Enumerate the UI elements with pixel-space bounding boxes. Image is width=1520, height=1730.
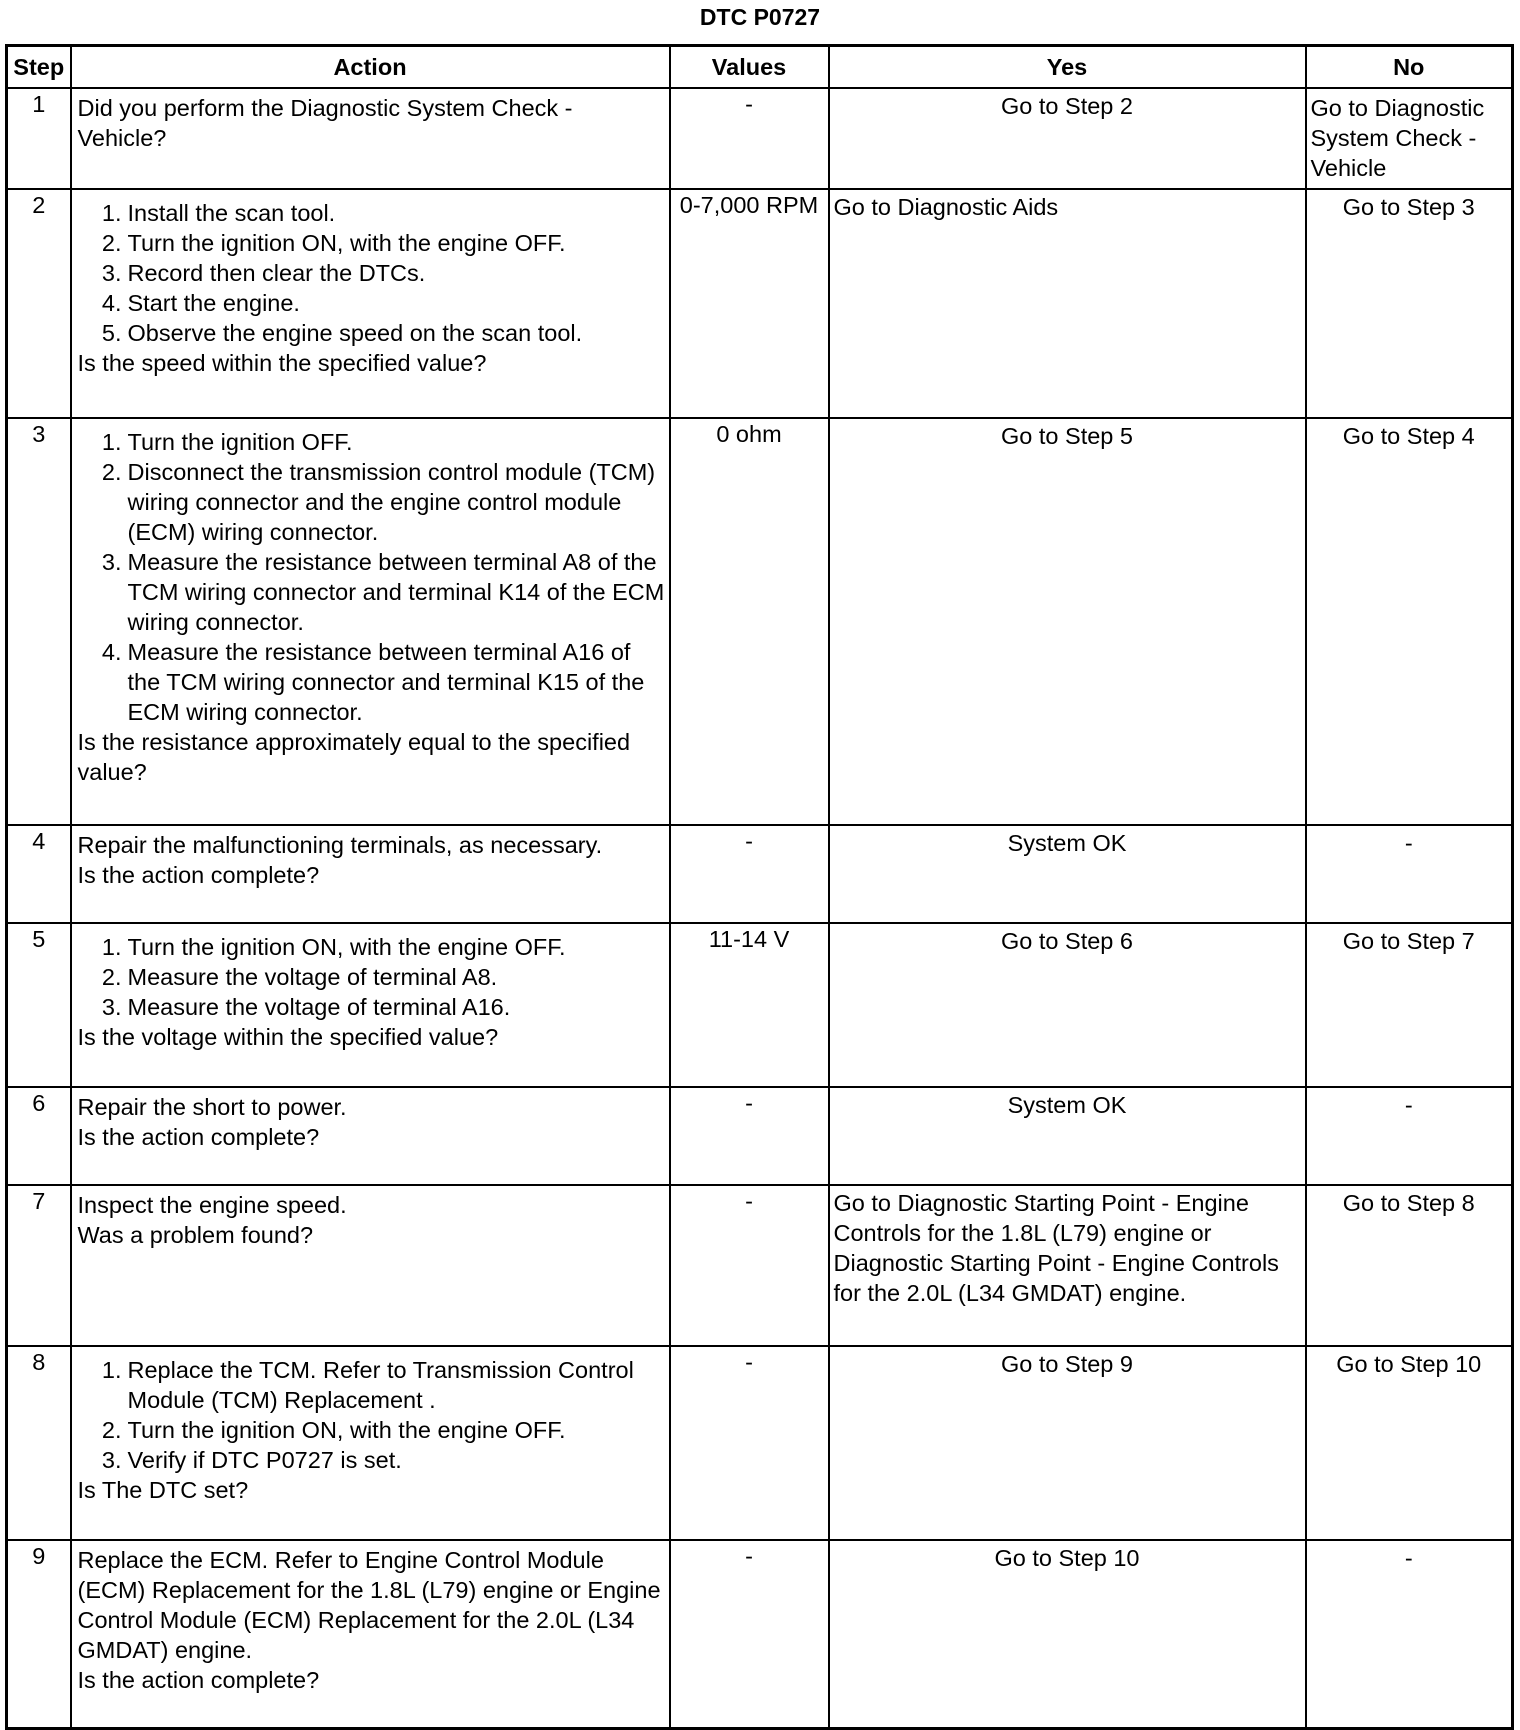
value-cell: - — [670, 1185, 829, 1346]
step-number: 6 — [7, 1087, 71, 1185]
table-row — [7, 418, 1513, 825]
header-step: Step — [7, 46, 71, 89]
action-question: Is the action complete? — [77, 862, 320, 888]
list-item: 2. Turn the ignition ON, with the engine OFF. — [101, 230, 566, 256]
value-cell: 0 ohm — [670, 418, 829, 825]
step-number: 9 — [7, 1540, 71, 1728]
step-number: 8 — [7, 1346, 71, 1540]
value-cell: - — [670, 1346, 829, 1540]
header-values: Values — [670, 46, 829, 89]
value-cell: - — [670, 1087, 829, 1185]
yes-cell: Go to Step 9 — [829, 1346, 1306, 1540]
action-question: Is the action complete? — [77, 1667, 320, 1693]
step-number: 2 — [7, 189, 71, 418]
table-row — [7, 1346, 1513, 1540]
step-number: 1 — [7, 88, 71, 189]
table-row — [7, 923, 1513, 1087]
step-number: 4 — [7, 825, 71, 923]
page-title: DTC P0727 — [699, 4, 821, 30]
action-question: Is the voltage within the specified value? — [77, 1024, 499, 1050]
action-cell — [71, 1087, 670, 1185]
action-cell — [71, 825, 670, 923]
header-row — [7, 46, 1513, 89]
list-item: 1. Turn the ignition ON, with the engine OFF. — [101, 934, 566, 960]
no-cell: - — [1306, 1540, 1513, 1728]
no-cell: Go to Step 7 — [1306, 923, 1513, 1087]
action-question: Is the speed within the specified value? — [77, 350, 487, 376]
value-cell: - — [670, 88, 829, 189]
list-item: 3. Measure the voltage of terminal A16. — [101, 994, 511, 1020]
action-cell — [71, 88, 670, 189]
no-cell: - — [1306, 1087, 1513, 1185]
list-item: 1. Install the scan tool. — [101, 200, 336, 226]
yes-cell: System OK — [829, 825, 1306, 923]
action-steps — [78, 1355, 665, 1475]
action-cell — [71, 923, 670, 1087]
value-cell: 11-14 V — [670, 923, 829, 1087]
value-cell: 0-7,000 RPM — [670, 189, 829, 418]
header-action: Action — [71, 46, 670, 89]
no-cell: Go to Diagnostic System Check - Vehicle — [1306, 88, 1513, 189]
list-item: 3. Measure the resistance between terminal A8 of the TCM wiring connector and terminal K14 of the ECM wiring connector. — [101, 549, 665, 635]
action-question: Is The DTC set? — [77, 1477, 249, 1503]
list-item: 5. Observe the engine speed on the scan tool. — [101, 320, 583, 346]
yes-cell: Go to Diagnostic Aids — [829, 189, 1306, 418]
list-item: 3. Record then clear the DTCs. — [101, 260, 426, 286]
step-number: 5 — [7, 923, 71, 1087]
action-text: Repair the short to power. — [77, 1094, 347, 1120]
action-question: Is the action complete? — [77, 1124, 320, 1150]
yes-cell: Go to Step 5 — [829, 418, 1306, 825]
list-item: 3. Verify if DTC P0727 is set. — [101, 1447, 402, 1473]
no-cell: Go to Step 8 — [1306, 1185, 1513, 1346]
action-question: Is the resistance approximately equal to the specified value? — [77, 729, 631, 785]
table-row — [7, 1087, 1513, 1185]
list-item: 4. Measure the resistance between terminal A16 of the TCM wiring connector and terminal K15 of the ECM wiring connector. — [101, 639, 645, 725]
header-yes: Yes — [829, 46, 1306, 89]
step-number: 7 — [7, 1185, 71, 1346]
action-text: Did you perform the Diagnostic System Check - Vehicle? — [77, 95, 573, 151]
list-item: 4. Start the engine. — [101, 290, 300, 316]
action-question: Was a problem found? — [77, 1222, 314, 1248]
table-row — [7, 1185, 1513, 1346]
table-row — [7, 1540, 1513, 1728]
action-text: Replace the ECM. Refer to Engine Control Module (ECM) Replacement for the 1.8L (L79) engine or Engine Control Module (ECM) Replacement for the 2.0L (L34 GMDAT) engine. — [77, 1547, 661, 1663]
no-cell: Go to Step 4 — [1306, 418, 1513, 825]
no-cell: Go to Step 3 — [1306, 189, 1513, 418]
table-row — [7, 88, 1513, 189]
action-cell — [71, 189, 670, 418]
yes-cell: Go to Step 2 — [829, 88, 1306, 189]
list-item: 1. Replace the TCM. Refer to Transmission Control Module (TCM) Replacement . — [101, 1357, 634, 1413]
step-number: 3 — [7, 418, 71, 825]
list-item: 2. Measure the voltage of terminal A8. — [101, 964, 498, 990]
yes-cell: Go to Step 6 — [829, 923, 1306, 1087]
list-item: 1. Turn the ignition OFF. — [101, 429, 353, 455]
action-text: Repair the malfunctioning terminals, as necessary. — [77, 832, 603, 858]
yes-cell: Go to Step 10 — [829, 1540, 1306, 1728]
value-cell: - — [670, 825, 829, 923]
action-text: Inspect the engine speed. — [77, 1192, 347, 1218]
list-item: 2. Turn the ignition ON, with the engine OFF. — [101, 1417, 566, 1443]
yes-cell: System OK — [829, 1087, 1306, 1185]
action-cell — [71, 1540, 670, 1728]
action-cell — [71, 1346, 670, 1540]
table-row — [7, 825, 1513, 923]
list-item: 2. Disconnect the transmission control module (TCM) wiring connector and the engine control module (ECM) wiring connector. — [101, 459, 656, 545]
action-steps — [78, 198, 665, 348]
action-cell — [71, 1185, 670, 1346]
table-row — [7, 189, 1513, 418]
action-cell — [71, 418, 670, 825]
action-steps — [78, 932, 665, 1022]
header-no: No — [1306, 46, 1513, 89]
yes-cell: Go to Diagnostic Starting Point - Engine Controls for the 1.8L (L79) engine or Diagnostic Starting Point - Engine Controls for the 2.0L (L34 GMDAT) engine. — [829, 1185, 1306, 1346]
no-cell: Go to Step 10 — [1306, 1346, 1513, 1540]
no-cell: - — [1306, 825, 1513, 923]
value-cell: - — [670, 1540, 829, 1728]
diagnostic-table — [5, 44, 1514, 1730]
action-steps — [78, 427, 665, 727]
